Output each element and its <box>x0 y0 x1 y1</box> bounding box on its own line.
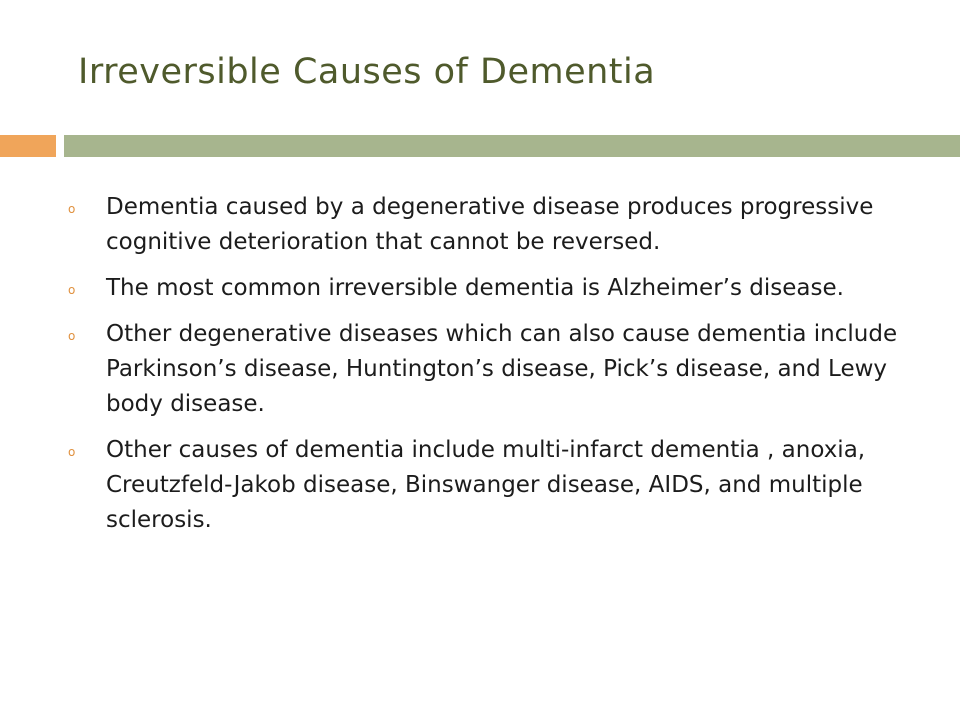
bullet-circle-icon: o <box>68 202 76 216</box>
bullet-text: Other causes of dementia include multi-infarct dementia , anoxia, Creutzfeld-Jakob disease, Binswanger disease, AIDS, and multiple sclerosis. <box>106 437 866 533</box>
bullet-item <box>68 317 898 422</box>
slide-title: Irreversible Causes of Dementia <box>78 52 656 92</box>
bullet-item <box>68 190 898 260</box>
bullet-circle-icon: o <box>68 283 76 297</box>
accent-bar-green <box>64 135 960 157</box>
bullet-list <box>68 190 898 549</box>
bullet-text: The most common irreversible dementia is Alzheimer’s disease. <box>106 275 844 301</box>
bullet-text: Other degenerative diseases which can also cause dementia include Parkinson’s disease, Huntington’s disease, Pick’s disease, and Lewy body disease. <box>106 321 898 417</box>
bullet-text: Dementia caused by a degenerative disease produces progressive cognitive deterioration that cannot be reversed. <box>106 194 874 255</box>
bullet-circle-icon: o <box>68 445 76 459</box>
accent-bar-orange <box>0 135 56 157</box>
bullet-circle-icon: o <box>68 329 76 343</box>
bullet-item <box>68 433 898 538</box>
bullet-item <box>68 271 898 306</box>
